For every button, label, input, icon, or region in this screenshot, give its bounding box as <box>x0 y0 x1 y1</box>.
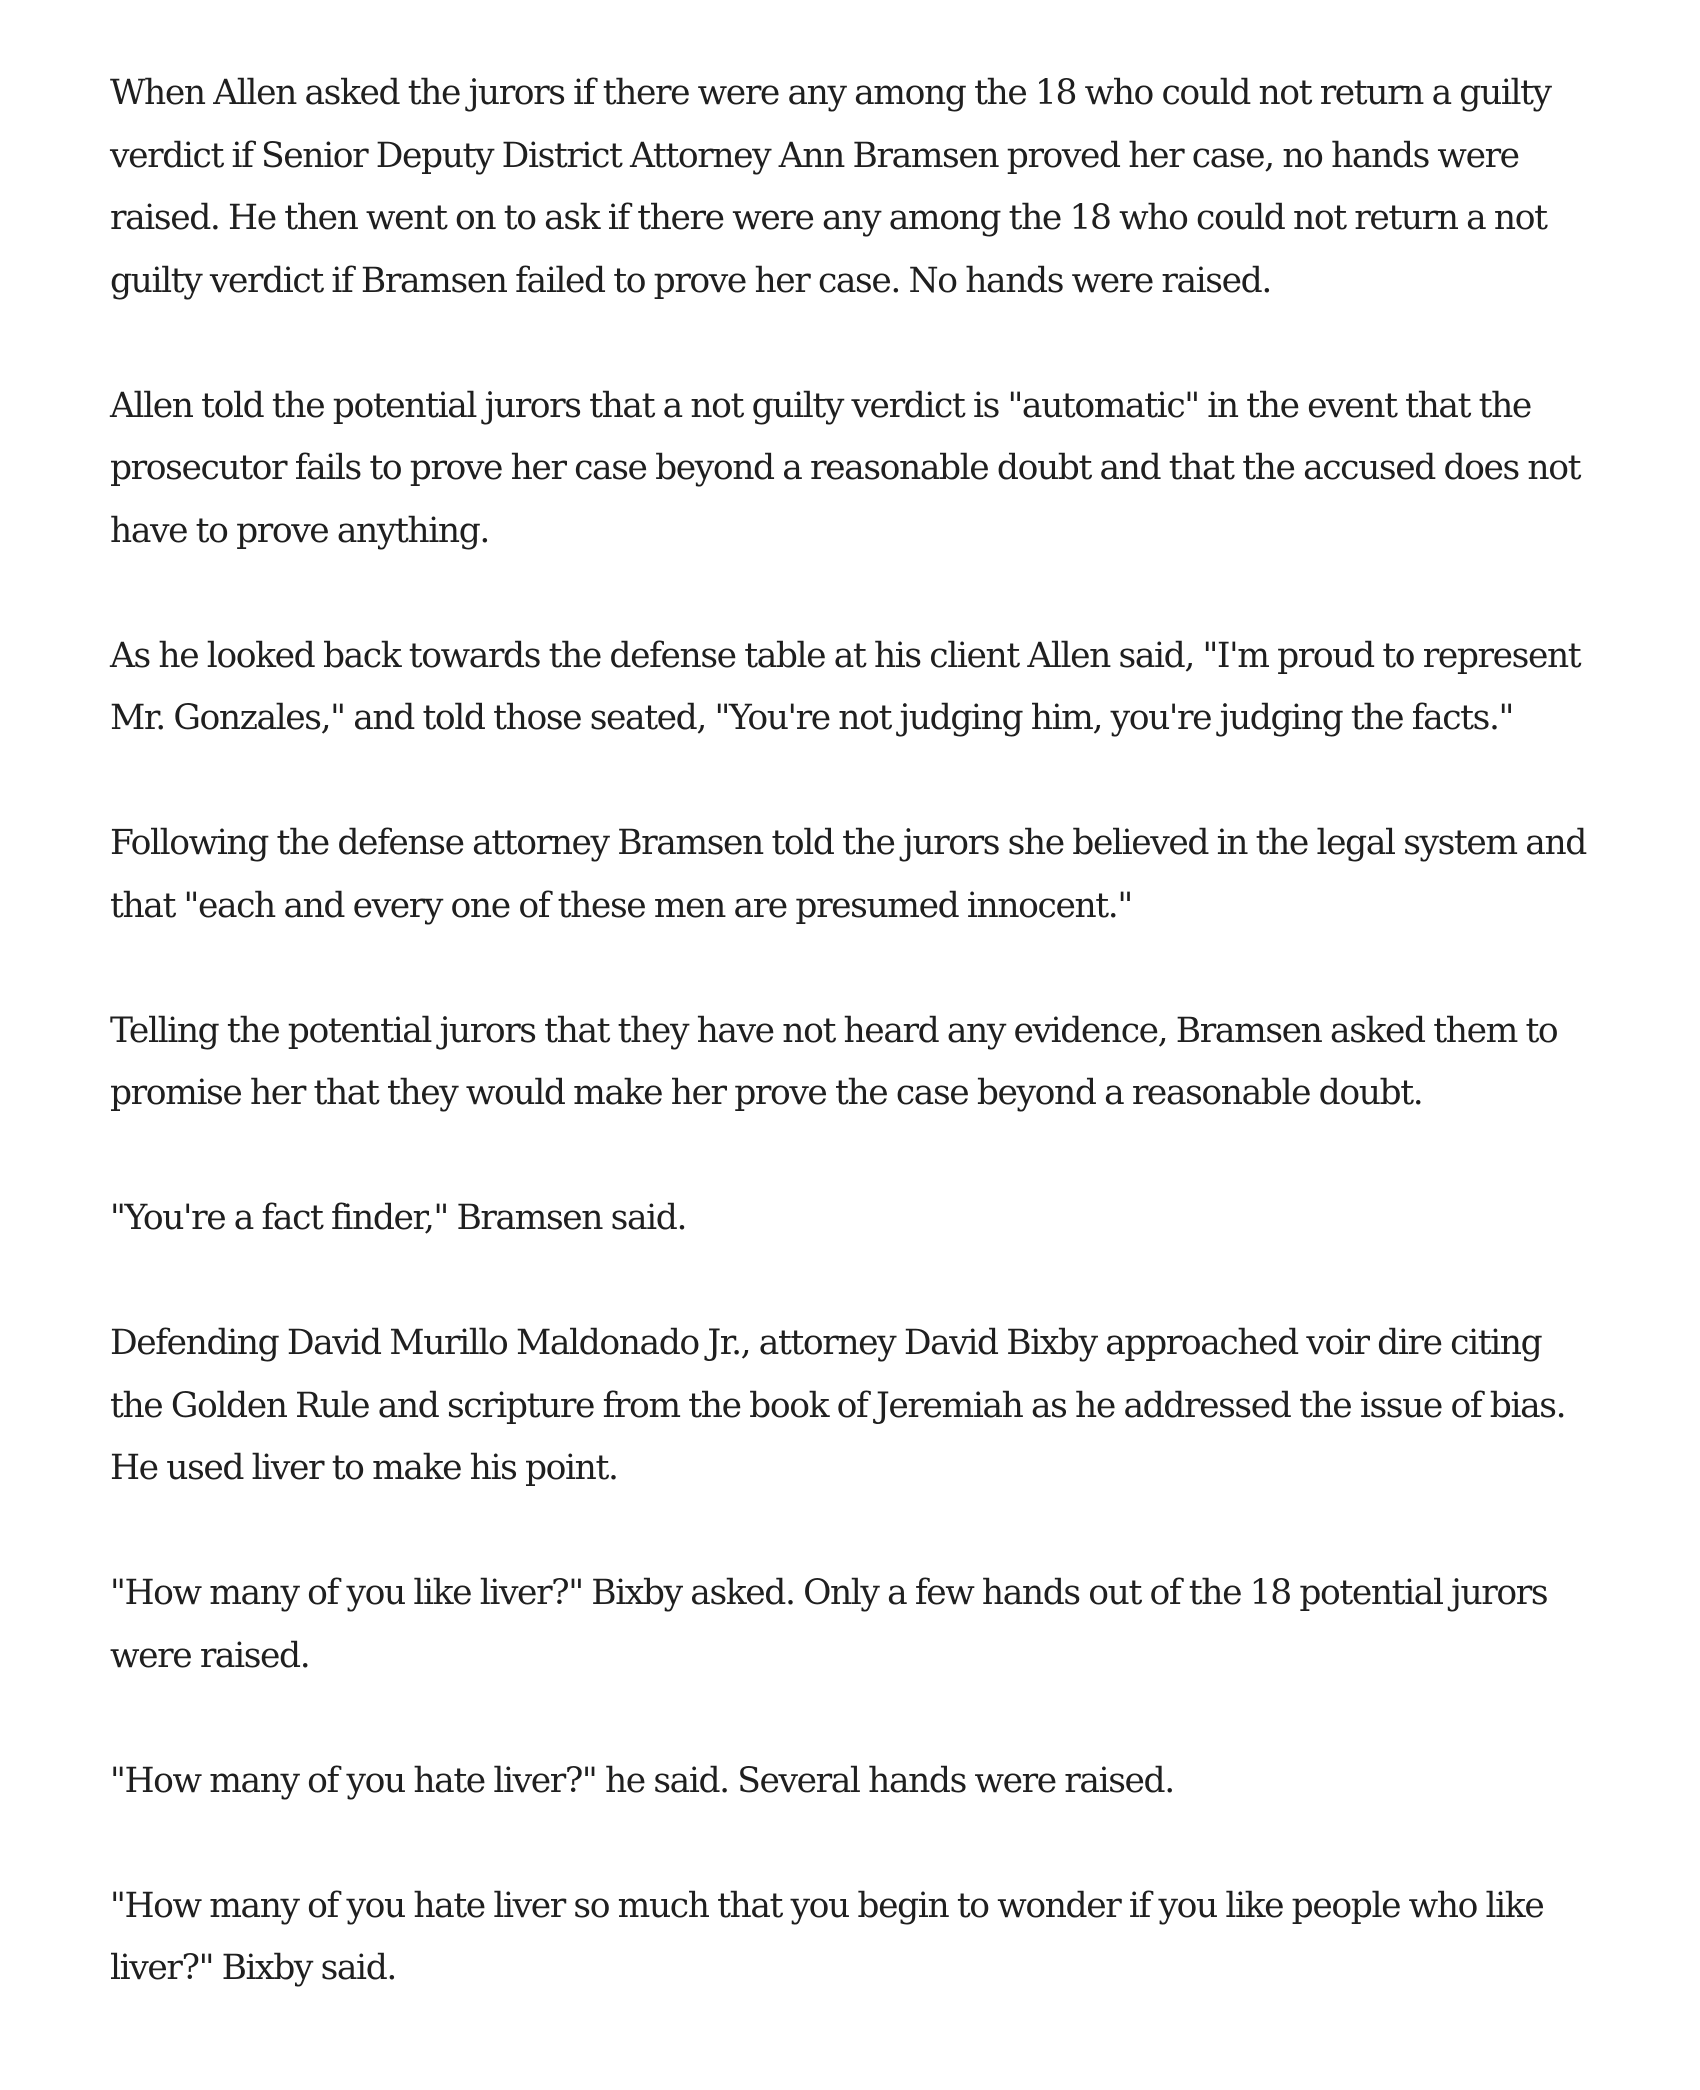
paragraph: "You're a fact finder," Bramsen said. <box>110 1198 687 1238</box>
paragraph: Defending David Murillo Maldonado Jr., attorney David Bixby approached voir dire citing the Golden Rule and scripture from the book of Jeremiah as he addressed the issue of bias. He used liver to make his point. <box>110 1323 1566 1488</box>
paragraph: "How many of you hate liver?" he said. Several hands were raised. <box>110 1760 1174 1801</box>
paragraph: "How many of you hate liver so much that you begin to wonder if you like people who like liver?" Bixby said. <box>110 1885 1544 1988</box>
article-body <box>110 62 1600 2000</box>
paragraph: As he looked back towards the defense table at his client Allen said, "I'm proud to represent Mr. Gonzales," and told those seated, "You're not judging him, you're judging the facts." <box>110 635 1581 738</box>
paragraph: Following the defense attorney Bramsen told the jurors she believed in the legal system and that "each and every one of these men are presumed innocent." <box>110 823 1586 926</box>
paragraph: Telling the potential jurors that they have not heard any evidence, Bramsen asked them to promise her that they would make her prove the case beyond a reasonable doubt. <box>110 1010 1558 1113</box>
paragraph: When Allen asked the jurors if there were any among the 18 who could not return a guilty verdict if Senior Deputy District Attorney Ann Bramsen proved her case, no hands were raised. He then went on to ask if there were any among the 18 who could not return a not guilty verdict if Bramsen failed to prove her case. No hands were raised. <box>110 73 1551 301</box>
paragraph: Allen told the potential jurors that a not guilty verdict is "automatic" in the event that the prosecutor fails to prove her case beyond a reasonable doubt and that the accused does not have to prove anything. <box>110 385 1581 551</box>
paragraph: "How many of you like liver?" Bixby asked. Only a few hands out of the 18 potential jurors were raised. <box>110 1573 1548 1676</box>
